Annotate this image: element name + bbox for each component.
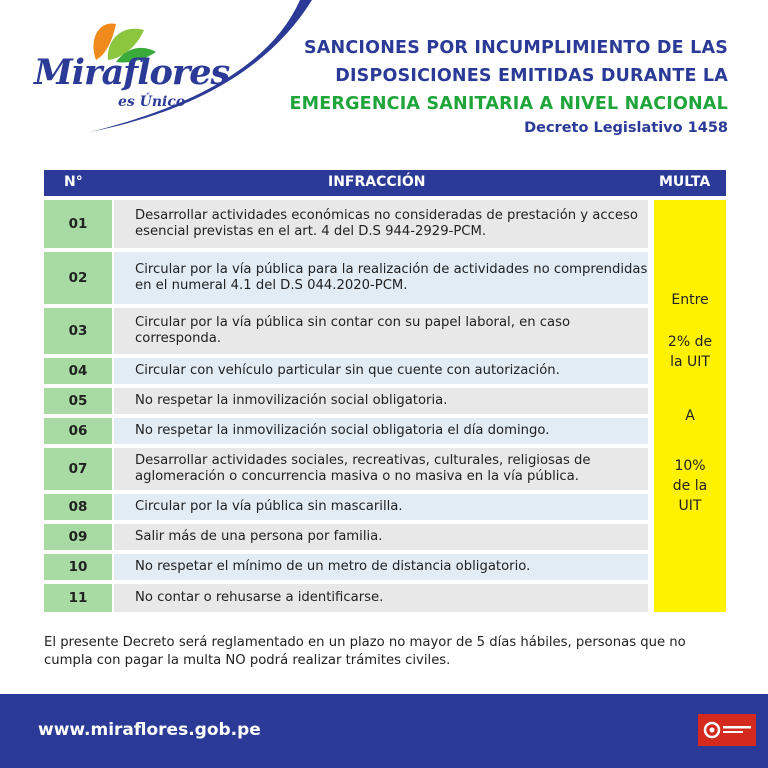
row-number: 11 — [44, 584, 112, 612]
logo-tagline: es Único — [118, 94, 186, 110]
table-row — [44, 200, 648, 248]
row-number: 04 — [44, 358, 112, 384]
row-number: 02 — [44, 252, 112, 304]
header-infraction: INFRACCIÓN — [328, 174, 426, 190]
row-infraction: No respetar el mínimo de un metro de distancia obligatorio. — [114, 554, 648, 580]
fine-low-b: la UIT — [670, 354, 710, 370]
table-row — [44, 252, 648, 304]
header-fine: MULTA — [659, 174, 711, 190]
row-infraction: No respetar la inmovilización social obligatoria el día domingo. — [114, 418, 648, 444]
row-infraction: Salir más de una persona por familia. — [114, 524, 648, 550]
row-number: 08 — [44, 494, 112, 520]
fine-high-a: 10% — [674, 458, 706, 474]
row-number: 10 — [44, 554, 112, 580]
fine-entre: Entre — [671, 292, 709, 308]
table-row — [44, 494, 648, 520]
logo-wordmark: Miraflores — [34, 52, 230, 93]
fine-high-b: de la — [672, 478, 708, 494]
website-link[interactable]: www.miraflores.gob.pe — [38, 720, 261, 740]
table-row — [44, 554, 648, 580]
row-number: 01 — [44, 200, 112, 248]
row-infraction: No contar o rehusarse a identificarse. — [114, 584, 648, 612]
miraflores-logo — [34, 14, 230, 124]
table-header — [44, 170, 726, 196]
row-number: 06 — [44, 418, 112, 444]
table-row — [44, 418, 648, 444]
row-infraction: Circular por la vía pública sin mascarilla. — [114, 494, 648, 520]
row-infraction: Circular con vehículo particular sin que cuente con autorización. — [114, 358, 648, 384]
row-number: 09 — [44, 524, 112, 550]
title-line-2: DISPOSICIONES EMITIDAS DURANTE LA — [335, 66, 728, 86]
decree-label: Decreto Legislativo 1458 — [524, 120, 728, 136]
row-infraction: Desarrollar actividades económicas no consideradas de prestación y acceso esencial previstas en el art. 4 del D.S 944-2929-PCM. — [114, 200, 648, 248]
row-infraction: Desarrollar actividades sociales, recreativas, culturales, religiosas de aglomeración o concurrencia masiva o no masiva en la vía pública. — [114, 448, 648, 490]
fine-a: A — [685, 408, 695, 424]
bicentenario-logo — [698, 714, 756, 746]
page-header — [290, 34, 729, 136]
row-infraction: No respetar la inmovilización social obligatoria. — [114, 388, 648, 414]
title-line-3: EMERGENCIA SANITARIA A NIVEL NACIONAL — [289, 94, 728, 114]
table-row — [44, 524, 648, 550]
table-row — [44, 358, 648, 384]
row-number: 05 — [44, 388, 112, 414]
fine-low-a: 2% de — [667, 334, 713, 350]
footnote: El presente Decreto será reglamentado en un plazo no mayor de 5 días hábiles, personas que no cumpla con pagar la multa NO podrá realizar trámites civiles. — [44, 635, 686, 668]
row-number: 07 — [44, 448, 112, 490]
title-line-1: SANCIONES POR INCUMPLIMIENTO DE LAS — [303, 38, 728, 58]
row-number: 03 — [44, 308, 112, 354]
fine-high-c: UIT — [678, 498, 702, 514]
sanctions-table — [44, 170, 726, 606]
row-infraction: Circular por la vía pública para la realización de actividades no comprendidas en el numeral 4.1 del D.S 044.2020-PCM. — [114, 252, 648, 304]
table-row — [44, 448, 648, 490]
table-row — [44, 388, 648, 414]
footer-bar — [0, 694, 768, 768]
table-row — [44, 584, 648, 612]
table-row — [44, 308, 648, 354]
row-infraction: Circular por la vía pública sin contar con su papel laboral, en caso corresponda. — [114, 308, 648, 354]
header-number: N° — [64, 174, 83, 190]
fine-column — [654, 200, 726, 612]
